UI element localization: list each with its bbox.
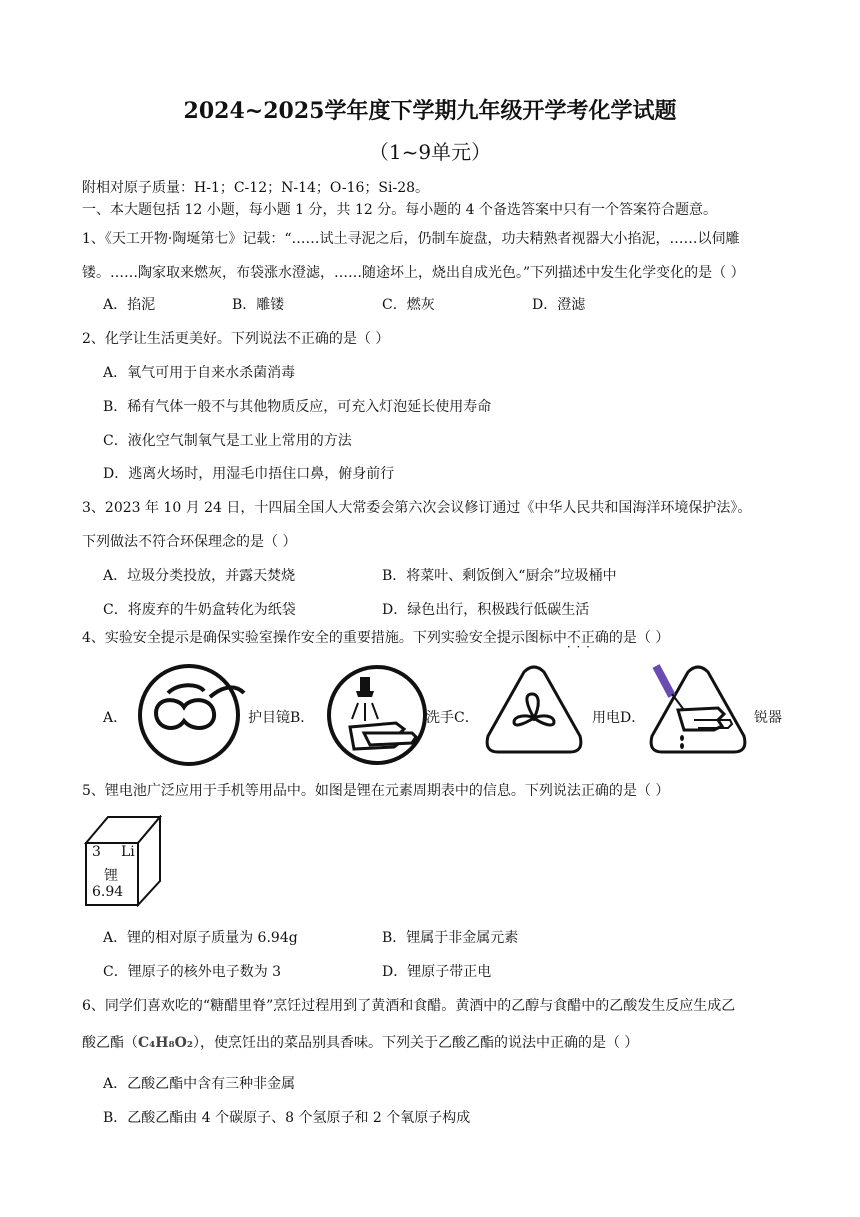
q4-option-d-letter: D． [620,710,646,726]
q5-option-a: A．锂的相对原子质量为 6.94g [103,930,298,946]
q3-stem-line2: 下列做法不符合环保理念的是（ ） [82,534,297,550]
q5-stem: 5、锂电池广泛应用于手机等用品中。如图是锂在元素周期表中的信息。下列说法正确的是（ ） [82,783,670,799]
q3-option-c: C．将废弃的牛奶盒转化为纸袋 [103,602,296,618]
q4-option-b-letter: B． [290,710,315,726]
electricity-icon [484,664,584,758]
atomic-mass-note: 附相对原子质量：H-1；C-12；N-14；O-16；Si-28。 [82,180,430,196]
q5-option-d: D．锂原子带正电 [382,964,492,980]
q6-option-a: A．乙酸乙酯中含有三种非金属 [103,1076,296,1092]
q4-option-b-text: 洗手 [426,710,454,726]
q2-option-b: B．稀有气体一般不与其他物质反应，可充入灯泡延长使用寿命 [103,399,492,415]
q2-stem: 2、化学让生活更美好。下列说法不正确的是（ ） [82,331,390,347]
q1-option-a: A．掐泥 [103,297,156,313]
q4-stem-before: 4、实验安全提示是确保实验室操作安全的重要措施。下列实验安全提示图标中 [82,630,567,646]
q6-option-b: B．乙酸乙酯由 4 个碳原子、8 个氢原子和 2 个氧原子构成 [103,1110,471,1126]
q1-option-c: C．燃灰 [382,297,435,313]
q3-stem-line1: 3、2023 年 10 月 24 日，十四届全国人大常委会第六次会议修订通过《中华人民共和国海洋环境保护法》。 [82,500,752,516]
element-atomic-mass: 6.94 [92,884,124,900]
page-subtitle: （1~9单元） [368,140,492,164]
q2-option-a: A．氧气可用于自来水杀菌消毒 [103,365,296,381]
q6-stem-line2 [82,1032,638,1052]
q4-stem [82,627,669,647]
q4-option-c-label [592,707,645,727]
q2-option-c: C．液化空气制氧气是工业上常用的方法 [103,433,352,449]
q2-option-d: D．逃离火场时，用湿毛巾捂住口鼻，俯身前行 [103,466,395,482]
q3-option-a: A．垃圾分类投放，并露天焚烧 [103,568,296,584]
q6-line2-after: ），使烹饪出的菜品别具香味。下列关于乙酸乙酯的说法中正确的是（ ） [192,1035,639,1051]
q4-option-d-label: 锐器 [754,710,782,726]
q1-stem-line2: 镂。……陶家取来燃灰，布袋涨水澄滤，……随途坏上，烧出自成光色。”下列描述中发生化学变化的是（ ） [82,265,745,281]
q4-option-a-label [248,707,314,727]
wash-hands-icon [324,663,430,767]
q4-option-c-text: 用电 [592,710,620,726]
q1-option-b: B．雕镂 [232,297,285,313]
ethyl-acetate-formula: C₄H₈O₂ [138,1035,193,1051]
q1-stem-line1: 1、《天工开物·陶埏第七》记载：“……试土寻泥之后，仍制车旋盘，功夫精熟者视器大小掐泥，……以伺雕 [82,231,740,247]
q5-option-c: C．锂原子的核外电子数为 3 [103,964,282,980]
element-atomic-number: 3 [92,844,101,860]
sharps-icon [648,664,748,758]
q1-option-d: D．澄滤 [532,297,586,313]
goggles-icon [132,663,246,767]
q4-option-b-label [426,707,479,727]
element-symbol: Li [121,844,135,860]
q4-stem-after: 的是（ ） [608,630,670,646]
section-instructions: 一、本大题包括 12 小题，每小题 1 分，共 12 分。每小题的 4 个备选答案中只有一个答案符合题意。 [82,202,718,218]
element-name: 锂 [104,868,118,884]
q4-option-c-letter: C． [454,710,479,726]
page-title: 2024~2025学年度下学期九年级开学考化学试题 [183,98,677,124]
q3-option-b: B．将菜叶、剩饭倒入“厨余”垃圾桶中 [382,568,617,584]
q6-stem-line1: 6、同学们喜欢吃的“糖醋里脊”烹饪过程用到了黄酒和食醋。黄酒中的乙醇与食醋中的乙酸发生反应生成乙 [82,998,736,1014]
q4-option-a-text: 护目镜 [248,710,290,726]
q5-option-b: B．锂属于非金属元素 [382,930,519,946]
q6-line2-before: 酸乙酯（ [82,1035,138,1051]
q3-option-d: D．绿色出行，积极践行低碳生活 [382,602,590,618]
q4-stem-emphasis: 不正确 · · · [567,630,609,646]
q4-option-a-letter: A． [103,710,128,726]
